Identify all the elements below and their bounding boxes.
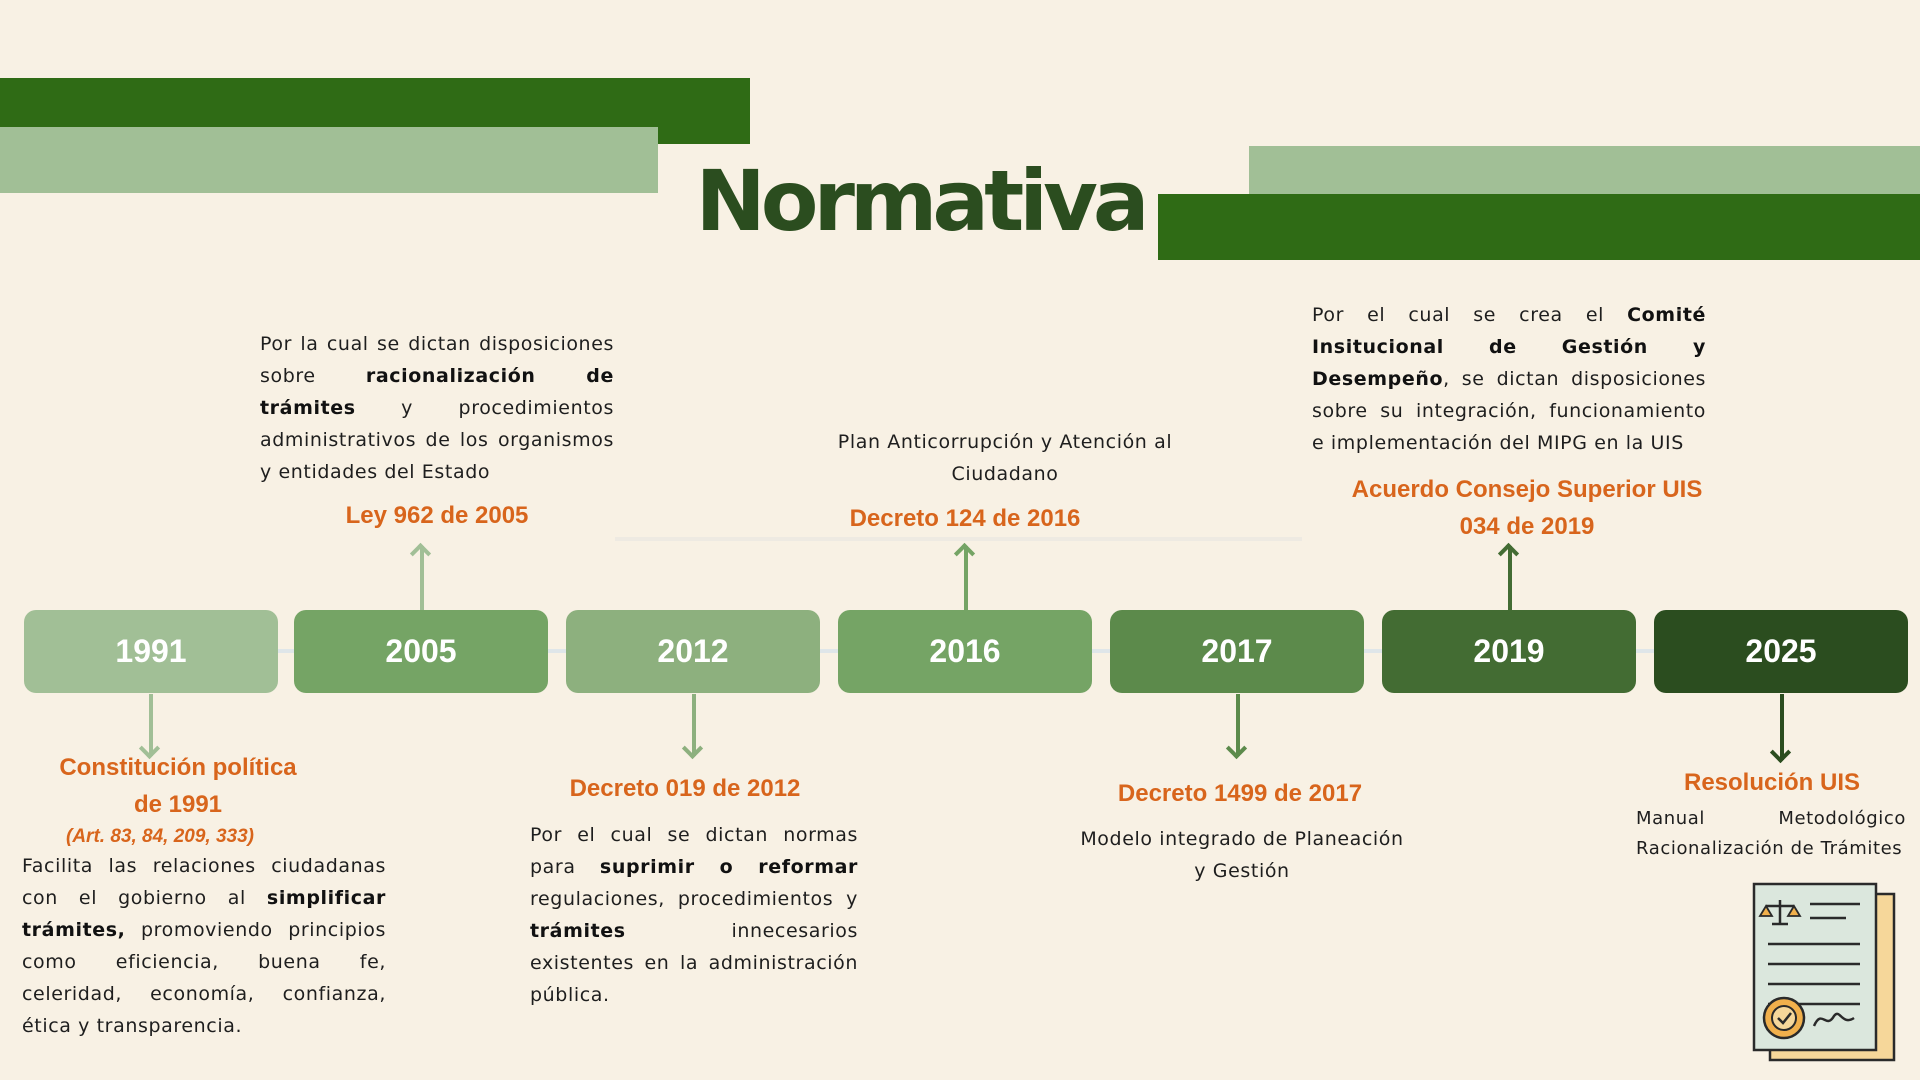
year-box-2025: 2025: [1654, 610, 1908, 693]
event-label-2005: Ley 962 de 2005: [345, 502, 529, 529]
legal-document-icon: [1750, 880, 1900, 1066]
arrow-down-1991: [149, 694, 153, 756]
timeline-connector: [278, 649, 294, 653]
timeline-connector: [548, 649, 566, 653]
year-box-2012: 2012: [566, 610, 820, 693]
event-label-2017: Decreto 1499 de 2017: [1117, 780, 1363, 807]
event-label-2016: Decreto 124 de 2016: [849, 505, 1081, 532]
arrow-up-2005: [420, 546, 424, 610]
timeline-connector: [1636, 649, 1654, 653]
event-desc-2016: Plan Anticorrupción y Atención al Ciudadano: [837, 431, 1173, 485]
event-desc-2005: Por la cual se dictan disposiciones sobre racionalización de trámites y procedimientos administrativos de los organismos y entidades del Estado: [260, 333, 614, 483]
header-band-dark-right: [1158, 194, 1920, 260]
event-desc-2025: Manual Metodológico Racionalización de Trámites: [1636, 808, 1906, 859]
timeline-guide-line: [615, 537, 1302, 541]
timeline-connector: [1092, 649, 1110, 653]
event-label-2012: Decreto 019 de 2012: [569, 775, 801, 802]
event-label-2025: Resolución UIS: [1683, 769, 1861, 796]
page-title: Normativa: [695, 152, 1145, 250]
arrow-down-2017: [1236, 694, 1240, 756]
year-box-2016: 2016: [838, 610, 1092, 693]
event-label-2019: Acuerdo Consejo Superior UIS 034 de 2019: [1351, 476, 1703, 540]
event-label-1991: Constitución política de 1991: [59, 754, 297, 818]
event-articles-1991: (Art. 83, 84, 209, 333): [66, 826, 254, 847]
year-box-2017: 2017: [1110, 610, 1364, 693]
event-desc-2017: Modelo integrado de Planeación y Gestión: [1080, 828, 1404, 882]
arrow-up-2016: [964, 546, 968, 610]
event-desc-2019: Por el cual se crea el Comité Insitucional de Gestión y Desempeño, se dictan disposiciones sobre su integración, funcionamiento e implementación del MIPG en la UIS: [1312, 304, 1706, 454]
header-band-light-left: [0, 127, 658, 193]
year-box-1991: 1991: [24, 610, 278, 693]
year-box-2005: 2005: [294, 610, 548, 693]
event-desc-1991: Facilita las relaciones ciudadanas con el gobierno al simplificar trámites, promoviendo principios como eficiencia, buena fe, celeridad, economía, confianza, ética y transparencia.: [22, 855, 386, 1037]
year-box-2019: 2019: [1382, 610, 1636, 693]
timeline-connector: [1364, 649, 1382, 653]
arrow-up-2019: [1508, 546, 1512, 610]
event-desc-2012: Por el cual se dictan normas para suprimir o reformar regulaciones, procedimientos y trámites innecesarios existentes en la administración pública.: [530, 824, 858, 1006]
arrow-down-2012: [692, 694, 696, 756]
arrow-down-2025: [1780, 694, 1784, 760]
timeline-connector: [820, 649, 838, 653]
